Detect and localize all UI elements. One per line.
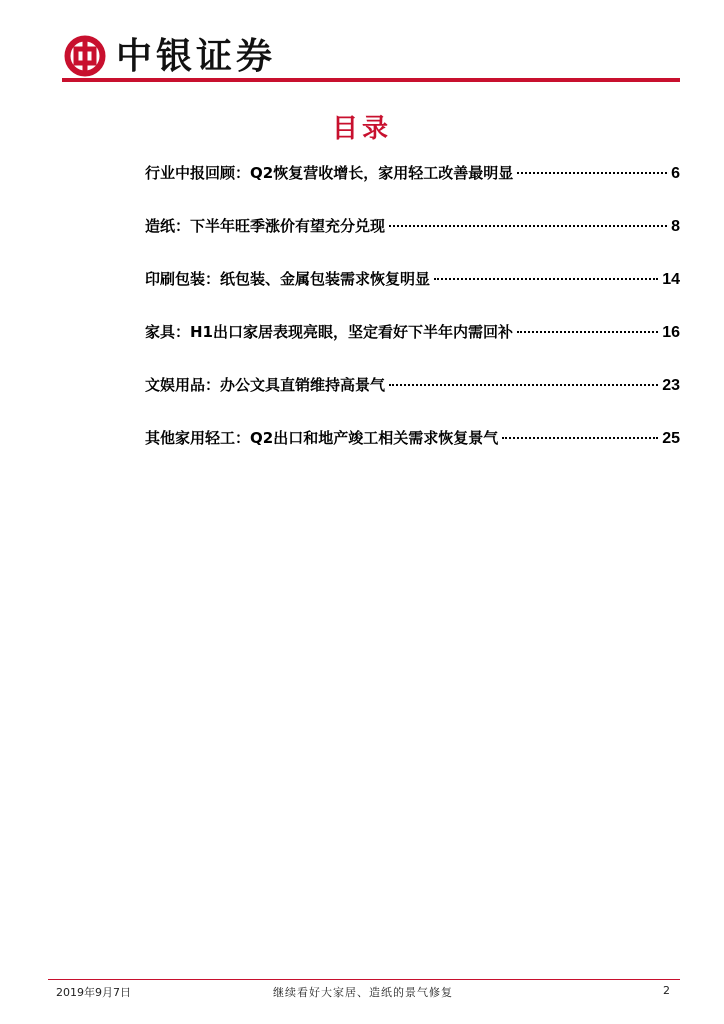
bank-of-china-logo-icon [64, 35, 106, 77]
toc-entry-text: 其他家用轻工：Q2出口和地产竣工相关需求恢复景气 [145, 429, 499, 447]
toc-leader-dots [517, 172, 667, 174]
toc-entry-text: 行业中报回顾：Q2恢复营收增长，家用轻工改善最明显 [145, 164, 514, 182]
toc-entry-page: 16 [662, 324, 680, 341]
toc-entry[interactable] [145, 374, 680, 402]
toc-entry-text: 家具：H1出口家居表现亮眼，坚定看好下半年内需回补 [145, 323, 513, 341]
toc-leader-dots [389, 384, 658, 386]
toc-leader-dots [434, 278, 658, 280]
toc-entry-text: 造纸：下半年旺季涨价有望充分兑现 [145, 217, 386, 235]
toc-entry-page: 14 [662, 271, 680, 288]
footer-date: 2019年9月7日 [56, 986, 131, 999]
header-divider [62, 78, 680, 82]
toc-entry-page: 8 [671, 218, 680, 235]
page-footer [56, 984, 670, 1000]
toc-entry[interactable] [145, 215, 680, 243]
brand-name: 中银证券 [116, 35, 277, 77]
toc-entry-page: 23 [662, 377, 680, 394]
toc-leader-dots [389, 225, 667, 227]
toc-title: 目录 [331, 114, 392, 144]
toc-entry[interactable] [145, 162, 680, 190]
toc-entry[interactable] [145, 268, 680, 296]
footer-report-subject: 继续看好大家居、造纸的景气修复 [273, 986, 453, 999]
toc-entry[interactable] [145, 427, 680, 455]
toc-entry[interactable] [145, 321, 680, 349]
toc-leader-dots [517, 331, 658, 333]
footer-divider [48, 979, 680, 980]
table-of-contents [145, 162, 680, 480]
toc-entry-text: 印刷包装：纸包装、金属包装需求恢复明显 [145, 270, 431, 288]
page-header [64, 32, 276, 80]
footer-page-number: 2 [663, 984, 670, 997]
toc-entry-text: 文娱用品：办公文具直销维持高景气 [145, 376, 386, 394]
toc-leader-dots [502, 437, 658, 439]
toc-entry-page: 25 [662, 430, 680, 447]
toc-entry-page: 6 [671, 165, 680, 182]
